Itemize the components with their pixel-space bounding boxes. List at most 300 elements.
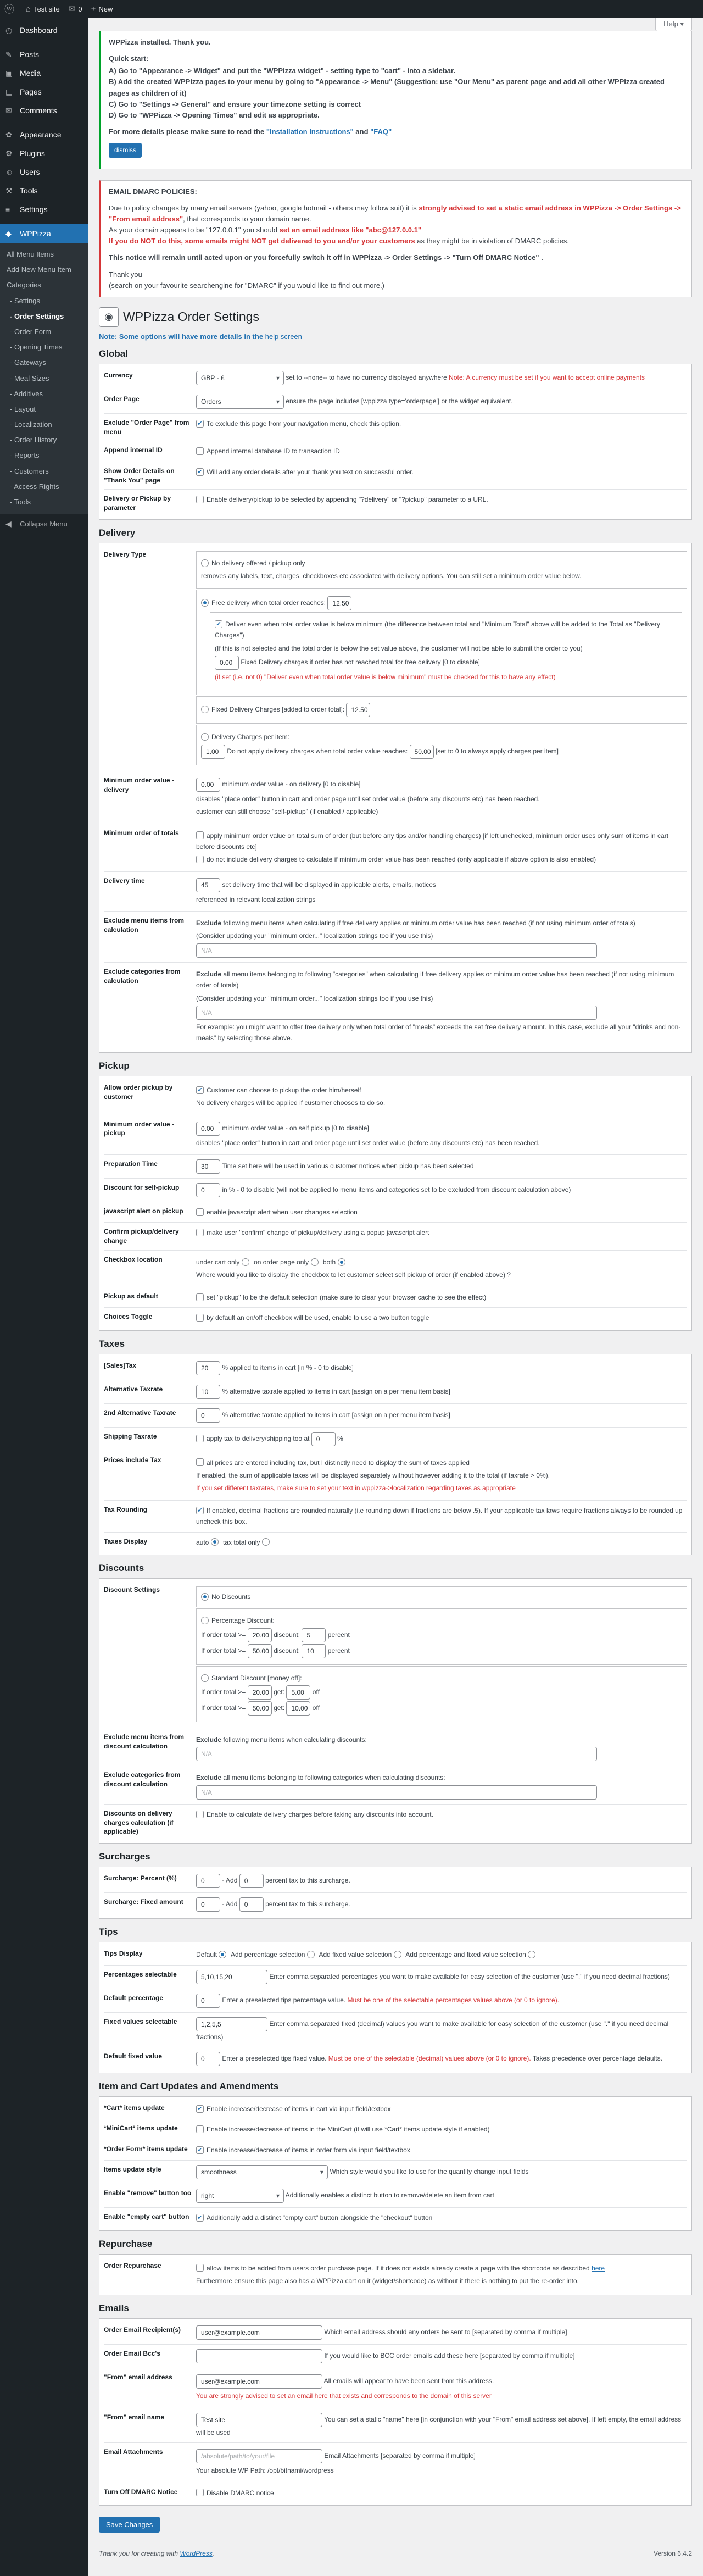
std-value-input[interactable]: 10.00 [286,1701,310,1716]
sidebar-item-tools[interactable] [0,181,88,200]
no-discount-radio[interactable] [201,1593,209,1601]
submenu-item[interactable]: - Localization [10,420,52,429]
collapse-menu-button[interactable]: ◀ Collapse Menu [5,519,68,528]
delivery-time-label: Delivery time [104,876,145,885]
sidebar-item-label: Comments [20,106,57,115]
delivery-time-desc: set delivery time that will be displayed in applicable alerts, emails, notices [222,880,436,889]
tips-opt3-radio[interactable] [528,1951,535,1958]
disc-excl-cats-desc: all menu items belonging to following categories when calculating discounts: [223,1774,445,1782]
dmarc-text: Due to policy changes by many email servers (yahoo, google hotmail - others may follow suit) it is [109,203,419,212]
percent-label: percent [327,1630,350,1639]
section-taxes-title: Taxes [99,1338,125,1349]
min-delivery-desc2: disables "place order" button in cart and order page until set order value (before any discounts etc) has been reached. [196,795,540,803]
email-settings [99,2318,692,2506]
fixed-if-note: (if set (i.e. not 0) "Deliver even when total order value is below minimum" must be checked for this to have any effect) [215,673,556,681]
email-recipient-desc: Which email address should any orders be sent to [separated by comma if multiple] [324,2328,567,2336]
display-only-radio[interactable] [262,1538,270,1546]
repurchase-settings [99,2254,692,2296]
off-label: off [312,1688,320,1696]
tips-deffix-input[interactable]: 0 [196,2052,220,2066]
add-label: - Add [222,1900,238,1908]
surcharge-fix-label: Surcharge: Fixed amount [104,1898,183,1906]
get-label: get: [274,1704,285,1712]
dashboard-icon: ◴ [5,25,13,35]
fixed-delivery-input[interactable]: 12.50 [346,703,370,717]
minicart-update-checkbox[interactable] [196,2125,204,2133]
update-style-desc: Which style would you like to use for the quantity change input fields [330,2168,529,2176]
sidebar-item-users[interactable] [0,163,88,181]
fixed-if-desc: Fixed Delivery charges if order has not reached total for free delivery [0 to disable] [241,658,480,667]
sidebar-item-dashboard[interactable] [0,21,88,40]
email-recipient-input[interactable]: user@example.com [196,2325,322,2340]
pct-total-input[interactable]: 20.00 [248,1628,272,1642]
exclude-order-page-checkbox[interactable] [196,420,204,428]
order-page-select[interactable]: Orders ▾ [196,395,284,409]
discount-label: discount: [274,1630,300,1639]
email-fromname-input[interactable]: Test site [196,2413,322,2427]
display-auto-radio[interactable] [211,1538,219,1546]
faq-link[interactable]: "FAQ" [370,127,392,136]
dmarc-off-checkbox[interactable] [196,2489,204,2496]
footer-thanks: Thank you for creating with [99,2550,180,2557]
shipping-tax-pct: % [337,1434,343,1442]
sidebar-item-wppizza[interactable]: ◆ WPPizza [0,224,88,243]
no-discount-label: No Discounts [211,1592,251,1601]
delivery-type-label: Delivery Type [104,551,147,559]
install-notice [99,31,692,169]
excl-cats-desc: all menu items belonging to following "categories" when calculating if free delivery applies or minimum order value has been reached (if not using minimum order of totals) [196,970,674,990]
email-from-desc: All emails will appear to have been sent from this address. [323,2377,494,2385]
delivery-type-box [196,551,687,589]
sidebar-item-appearance[interactable] [0,125,88,144]
sidebar-item-label: Dashboard [20,26,58,35]
min-delivery-input[interactable]: 0.00 [196,778,220,792]
submenu-item[interactable]: - Settings [10,296,40,305]
per-item-reach-input[interactable]: 50.00 [410,745,434,759]
menu-separator [0,219,88,224]
submenu-item[interactable]: - Gateways [10,358,46,367]
min-delivery-label: Minimum order value - delivery [104,776,175,793]
help-screen-link[interactable]: help screen [265,332,302,341]
confirm-change-checkbox[interactable] [196,1229,204,1236]
tips-defpct-desc: Enter a preselected tips percentage value. [222,1996,348,2004]
delivery-param-label: Delivery or Pickup by parameter [104,495,171,512]
section-pickup-title: Pickup [99,1060,130,1071]
prep-time-input[interactable]: 30 [196,1159,220,1174]
std-discount-radio[interactable] [201,1674,209,1682]
dmarc-text: As your domain appears to be "127.0.0.1" you should [109,226,280,235]
dmarc-warning: set an email address like "abc@127.0.0.1" [279,226,422,235]
prep-time-label: Preparation Time [104,1160,158,1168]
per-item-label: Delivery Charges per item: [211,733,290,741]
currency-desc: set to --none-- to have no currency displayed anywhere [286,374,449,382]
email-bcc-input[interactable] [196,2349,322,2363]
submenu-item[interactable]: All Menu Items [7,250,54,258]
surcharge-pct-desc: percent tax to this surcharge. [265,1877,350,1885]
and-text: and [353,127,371,136]
currency-select[interactable]: GBP - £ ▾ [196,371,284,385]
pct-value-input[interactable]: 10 [302,1644,326,1658]
sidebar-item-posts[interactable] [0,45,88,64]
dmarc-text: as they might be in violation of DMARC policies. [415,237,569,246]
section-global-title: Global [99,348,128,359]
sales-tax-desc: % applied to items in cart [in % - 0 to disable] [222,1363,354,1372]
per-item-radio[interactable] [201,733,209,741]
alt2-tax-desc: % alternative taxrate applied to items in cart [assign on a per menu item basis] [222,1411,450,1419]
show-order-desc: Will add any order details after your thank you text on successful order. [207,468,414,476]
tips-opt1-label: Add percentage selection [231,1951,305,1959]
more-details-text: For more details please make sure to read the [109,127,266,136]
version-label: Version 6.4.2 [653,2550,692,2557]
email-attach-desc: Email Attachments [separated by comma if multiple] [324,2452,476,2460]
per-item-box [196,725,687,765]
tips-fix-input[interactable]: 1,2,5,5 [196,2017,267,2031]
std-discount-box [196,1666,687,1722]
email-bcc-label: Order Email Bcc's [104,2350,160,2358]
comments-icon: ✉ [5,106,12,115]
per-item-hint: [set to 0 to always apply charges per item] [435,747,559,755]
pickup-discount-input[interactable]: 0 [196,1183,220,1197]
tax-rounding-desc: If enabled, decimal fractions are rounded naturally (i.e rounding down if fractions are below .5). If your applicable tax laws require fractions always to be rounded up uncheck this box. [196,1506,683,1526]
currency-label: Currency [104,371,133,379]
wordpress-logo-icon[interactable]: ⓦ [4,4,14,15]
submenu-item[interactable]: - Access Rights [10,482,59,491]
submenu-item[interactable]: - Customers [10,467,49,475]
shipping-tax-checkbox[interactable] [196,1435,204,1442]
quickstart-step-b: B) Add the created WPPizza pages to your menu by going to "Appearance -> Menu" (Suggestion: use "Our Menu" as parent page and add all other WPPizza created pages as children of it) [109,77,665,97]
tips-defpct-input[interactable]: 0 [196,1994,220,2008]
email-fromname-desc: You can set a static "name" here [in conjunction with your "From" email address set above]. If left empty, the email address will be used [196,2415,682,2436]
std-total-input[interactable]: 20.00 [248,1685,272,1700]
help-note [99,332,692,341]
no-delivery-desc: removes any labels, text, charges, checkboxes etc associated with delivery options. You can still set a minimum order value below. [201,572,582,580]
excl-cats-desc2: (Consider updating your "minimum order..." localization strings too if you use this) [196,994,433,1002]
disc-excl-cats-input[interactable]: N/A [196,1785,597,1800]
dismiss-button[interactable]: dismiss [109,143,142,158]
dmarc-off-desc: Disable DMARC notice [207,2489,274,2497]
sidebar-item-label: Tools [20,186,38,195]
section-delivery-title: Delivery [99,528,136,538]
surcharge-pct-input[interactable]: 0 [196,1874,220,1888]
repurchase-checkbox[interactable] [196,2264,204,2272]
sidebar-item-label: Users [20,168,40,176]
allow-pickup-desc: Customer can choose to pickup the order him/herself [207,1086,361,1094]
dmarc-text: (search on your favourite searchengine for "DMARC" if you would like to find out more.) [109,281,385,290]
min-pickup-input[interactable]: 0.00 [196,1122,220,1136]
discount-label: discount: [274,1646,300,1655]
posts-icon: ✎ [5,49,12,59]
allow-pickup-checkbox[interactable] [196,1086,204,1094]
submenu-item[interactable]: - Order History [10,436,57,445]
delivery-param-desc: Enable delivery/pickup to be selected by appending "?delivery" or "?pickup" parameter to a URL. [207,496,488,504]
dmarc-off-label: Turn Off DMARC Notice [104,2488,178,2496]
section-discounts-title: Discounts [99,1562,144,1573]
submenu-item[interactable]: Add New Menu Item [7,265,71,274]
pct-discount-radio[interactable] [201,1617,209,1624]
tips-opt2-radio[interactable] [394,1951,401,1958]
js-alert-desc: enable javascript alert when user changes selection [207,1208,358,1216]
sidebar-item-comments[interactable] [0,101,88,120]
empty-cart-checkbox[interactable] [196,2214,204,2222]
alt-tax-input[interactable]: 10 [196,1385,220,1399]
fixed-delivery-box [196,696,687,724]
sidebar-item-label: Pages [20,87,42,96]
surcharge-pct-tax-input[interactable]: 0 [239,1874,264,1888]
menu-separator [0,120,88,125]
no-delivery-radio[interactable] [201,559,209,567]
email-from-input[interactable]: user@example.com [196,2374,322,2389]
surcharge-settings [99,1867,692,1919]
discount-settings [99,1578,692,1844]
submenu-item[interactable]: - Meal Sizes [10,374,49,382]
pickup-default-checkbox[interactable] [196,1293,204,1301]
order-page-label: Order Page [104,395,140,403]
off-label: off [312,1704,320,1712]
tips-fix-label: Fixed values selectable [104,2017,177,2025]
tips-default-radio[interactable] [219,1951,226,1958]
alt2-tax-input[interactable]: 0 [196,1408,220,1423]
tax-rounding-checkbox[interactable] [196,1507,204,1514]
no-discount-box [196,1586,687,1607]
submenu-item[interactable]: - Order Form [10,327,52,336]
quickstart-step-a: A) Go to "Appearance -> Widget" and put the "WPPizza widget" - setting type to "cart" - into a sidebar. [109,66,455,75]
pct-total-input[interactable]: 50.00 [248,1644,272,1658]
disc-delivery-label: Discounts on delivery charges calculation (if applicable) [104,1809,174,1836]
save-changes-button[interactable]: Save Changes [99,2517,160,2533]
disc-delivery-desc: Enable to calculate delivery charges before taking any discounts into account. [207,1810,433,1818]
std-total-input[interactable]: 50.00 [248,1701,272,1716]
excl-items-desc: following menu items when calculating if free delivery applies or minimum order value has been reached (if not using minimum order of totals) [223,919,635,928]
tips-pct-desc: Enter comma separated percentages you want to make available for easy selection of the customer (use "." if you need decimal fractions) [269,1972,670,1980]
free-delivery-input[interactable]: 12.50 [327,596,352,610]
delivery-param-checkbox[interactable] [196,496,204,503]
email-from-note: You are strongly advised to set an email here that exists and corresponds to the domain of this server [196,2392,492,2400]
dmarc-warning: strongly advised to set a static email address in WPPizza -> Order Settings -> "From email address" [109,203,681,223]
users-icon: ☺ [5,168,14,176]
orderform-update-desc: Enable increase/decrease of items in order form via input field/textbox [207,2146,410,2154]
tools-icon: ⚒ [5,186,13,195]
delivery-settings [99,543,692,1053]
excl-items-input[interactable]: N/A [196,943,597,958]
pizza-icon: ◆ [5,229,12,238]
min-delivery-desc3: customer can still choose "self-pickup" (if enabled / applicable) [196,808,378,816]
tips-fix-desc: Enter comma separated fixed (decimal) values you want to make available for easy selection of the customer (use "." if you need decimal fractions) [196,2019,669,2041]
js-alert-label: javascript alert on pickup [104,1207,183,1215]
if-total-label: If order total >= [201,1688,246,1696]
submenu-item[interactable]: - Additives [10,389,43,398]
sales-tax-input[interactable]: 20 [196,1361,220,1375]
comment-icon: ✉ [68,4,76,14]
pct-value-input[interactable]: 5 [302,1628,326,1642]
cart-update-checkbox[interactable] [196,2105,204,2113]
disc-excl-items-input[interactable]: N/A [196,1747,597,1761]
media-icon: ▣ [5,68,13,77]
disc-excl-items-label: Exclude menu items from discount calculation [104,1733,185,1750]
taxes-settings [99,1354,692,1555]
sidebar-item-pages[interactable] [0,82,88,101]
wppizza-logo-icon: ◉ [99,307,119,327]
location-order-radio[interactable] [311,1258,319,1266]
email-attach-desc2: Your absolute WP Path: /opt/bitnami/wordpress [196,2467,334,2475]
min-totals-desc: apply minimum order value on total sum of order (but before any tips and/or handling charges) [if left unchecked, minimum order uses only sum of items in cart before discounts etc] [196,831,669,851]
pages-icon: ▤ [5,87,13,96]
get-label: get: [274,1688,285,1696]
help-tab-button[interactable]: Help ▾ [655,18,692,31]
submenu-item[interactable]: Categories [7,281,41,290]
tips-opt1-radio[interactable] [307,1951,315,1958]
repurchase-desc: allow items to be added from users order purchase page. If it does not exists already create a page with the shortcode as described [207,2264,592,2272]
sidebar-item-label: Posts [20,50,40,59]
site-name-link[interactable]: ⌂ Test site [26,4,60,14]
shipping-tax-input[interactable]: 0 [311,1432,336,1446]
delivery-time-input[interactable]: 45 [196,878,220,892]
excl-items-label: Exclude menu items from calculation [104,917,185,934]
orderform-update-checkbox[interactable] [196,2146,204,2154]
display-auto-label: auto [196,1538,209,1546]
if-total-label: If order total >= [201,1704,246,1712]
surcharge-pct-label: Surcharge: Percent (%) [104,1874,177,1883]
submenu-item[interactable]: - Layout [10,404,36,413]
std-value-input[interactable]: 5.00 [286,1685,310,1700]
tips-deffix-label: Default fixed value [104,2052,163,2061]
location-under-radio[interactable] [242,1258,249,1266]
remove-button-desc: Additionally enables a distinct button to remove/delete an item from cart [285,2191,494,2200]
min-totals-checkbox[interactable] [196,831,204,839]
choices-toggle-label: Choices Toggle [104,1313,153,1321]
exclude-word: Exclude [196,919,222,928]
choices-toggle-desc: by default an on/off checkbox will be used, enable to use a two button toggle [207,1314,429,1322]
disc-excl-cats-label: Exclude categories from discount calculation [104,1771,181,1789]
currency-note: Note: A currency must be set if you want to accept online payments [449,374,645,382]
disc-delivery-checkbox[interactable] [196,1811,204,1818]
installation-link[interactable]: "Installation Instructions" [266,127,354,136]
minicart-update-label: *MiniCart* items update [104,2124,178,2133]
section-repurchase-title: Repurchase [99,2238,153,2249]
collapse-icon: ◀ [5,519,12,528]
dmarc-text: Thank you [109,270,142,279]
repurchase-label: Order Repurchase [104,2261,161,2269]
alt-tax-label: Alternative Taxrate [104,1385,163,1393]
email-recipient-label: Order Email Recipient(s) [104,2326,181,2334]
prep-time-desc: Time set here will be used in various customer notices when pickup has been selected [222,1162,474,1170]
append-id-label: Append internal ID [104,446,163,454]
remove-button-select[interactable]: right ▾ [196,2189,284,2203]
fixed-delivery-radio[interactable] [201,706,209,713]
new-content-link[interactable]: + New [91,4,113,14]
sidebar-item-media[interactable] [0,64,88,82]
notice-title: WPPizza installed. Thank you. [109,38,211,46]
sales-tax-label: [Sales]Tax [104,1361,137,1369]
if-total-label: If order total >= [201,1646,246,1655]
pickup-discount-label: Discount for self-pickup [104,1184,180,1191]
fixed-if-input[interactable]: 0.00 [215,656,239,670]
submenu-item[interactable]: - Tools [10,498,31,506]
dmarc-title: EMAIL DMARC POLICIES: [109,187,197,196]
wppizza-submenu [0,243,88,514]
prices-incl-tax-checkbox[interactable] [196,1458,204,1466]
prices-incl-tax-desc2: If enabled, the sum of applicable taxes will be displayed separately without however adding it to the total (if taxrate > 0%). [196,1471,550,1479]
free-delivery-label: Free delivery when total order reaches: [211,598,326,607]
submenu-item[interactable]: - Order Settings [10,312,64,320]
js-alert-checkbox[interactable] [196,1208,204,1216]
quickstart-step-c: C) Go to "Settings -> General" and ensure your timezone setting is correct [109,99,361,108]
prices-incl-tax-label: Prices include Tax [104,1456,161,1464]
submenu-item[interactable]: - Opening Times [10,343,63,352]
free-delivery-box [196,590,687,696]
pct-discount-label: Percentage Discount: [211,1617,275,1625]
free-delivery-radio[interactable] [201,599,209,607]
section-cart-title: Item and Cart Updates and Amendments [99,2081,279,2092]
surcharge-fix-input[interactable]: 0 [196,1897,220,1912]
percent-label: percent [327,1646,350,1655]
tips-deffix-post: Takes precedence over percentage defaults. [531,2055,662,2063]
alt2-tax-label: 2nd Alternative Taxrate [104,1408,176,1417]
page-title: WPPizza Order Settings [123,309,259,324]
choices-toggle-checkbox[interactable] [196,1314,204,1322]
surcharge-fix-desc: percent tax to this surcharge. [265,1900,350,1908]
surcharge-fix-tax-input[interactable]: 0 [239,1897,264,1912]
remove-button-label: Enable "remove" button too [104,2189,192,2197]
discount-settings-label: Discount Settings [104,1585,160,1594]
empty-cart-desc: Additionally add a distinct "empty cart" button alongside the "checkout" button [207,2214,433,2222]
if-total-label: If order total >= [201,1630,246,1639]
min-delivery-desc: minimum order value - on delivery [0 to disable] [222,780,361,788]
repurchase-here-link[interactable]: here [592,2264,605,2272]
per-item-input[interactable]: 1.00 [201,745,225,759]
disc-excl-items-desc: following menu items when calculating discounts: [223,1736,367,1744]
tips-display-label: Tips Display [104,1950,143,1958]
location-both-radio[interactable] [338,1258,345,1266]
admin-sidebar [0,18,88,2576]
sidebar-item-plugins[interactable] [0,144,88,163]
excl-cats-input[interactable]: N/A [196,1006,597,1020]
cart-update-desc: Enable increase/decrease of items in cart via input field/textbox [207,2105,391,2113]
dmarc-notice [99,180,692,297]
append-id-checkbox[interactable] [196,447,204,455]
sidebar-item-label: Plugins [20,149,45,158]
tips-deffix-note: Must be one of the selectable (decimal) values above (or 0 to ignore). [328,2055,531,2063]
tips-pct-input[interactable]: 5,10,15,20 [196,1970,267,1984]
min-totals-delivery-checkbox[interactable] [196,856,204,863]
help-note-text: Note: Some options will have more details in the [99,332,265,341]
sidebar-item-settings[interactable] [0,200,88,219]
min-totals-label: Minimum order of totals [104,829,179,837]
tips-settings [99,1942,692,2073]
deliver-even-desc2: (If this is not selected and the total order is below the set value above, the customer will not be able to submit the order to you) [215,644,583,652]
deliver-even-checkbox[interactable] [215,620,222,628]
update-style-select[interactable]: smoothness ▾ [196,2165,328,2179]
pct-discount-box [196,1608,687,1664]
exclude-order-page-desc: To exclude this page from your navigation menu, check this option. [207,419,401,428]
no-delivery-label: No delivery offered / pickup only [211,559,305,568]
footer-period: . [212,2550,215,2557]
display-only-label: tax total only [223,1538,260,1546]
order-page-desc: ensure the page includes [wppizza type='orderpage'] or the widget equivalent. [286,397,513,406]
settings-icon: ≡ [5,205,10,214]
update-style-label: Items update style [104,2166,161,2174]
pickup-discount-desc: in % - 0 to disable (will not be applied to menu items and categories set to be excluded from discount calculation above) [222,1186,571,1194]
delivery-time-desc2: referenced in relevant localization strings [196,895,316,903]
repurchase-desc2: Furthermore ensure this page also has a WPPizza cart on it (widget/shortcode) as without it there is nothing to put the re-order into. [196,2277,579,2285]
confirm-change-label: Confirm pickup/delivery change [104,1228,179,1245]
email-attach-input[interactable]: /absolute/path/to/your/file [196,2449,322,2463]
global-settings [99,364,692,520]
admin-bar [0,0,703,18]
comments-link[interactable]: ✉ 0 [68,4,82,14]
show-order-checkbox[interactable] [196,468,204,476]
wordpress-link[interactable]: WordPress [180,2550,213,2557]
submenu-item[interactable]: - Reports [10,451,40,460]
